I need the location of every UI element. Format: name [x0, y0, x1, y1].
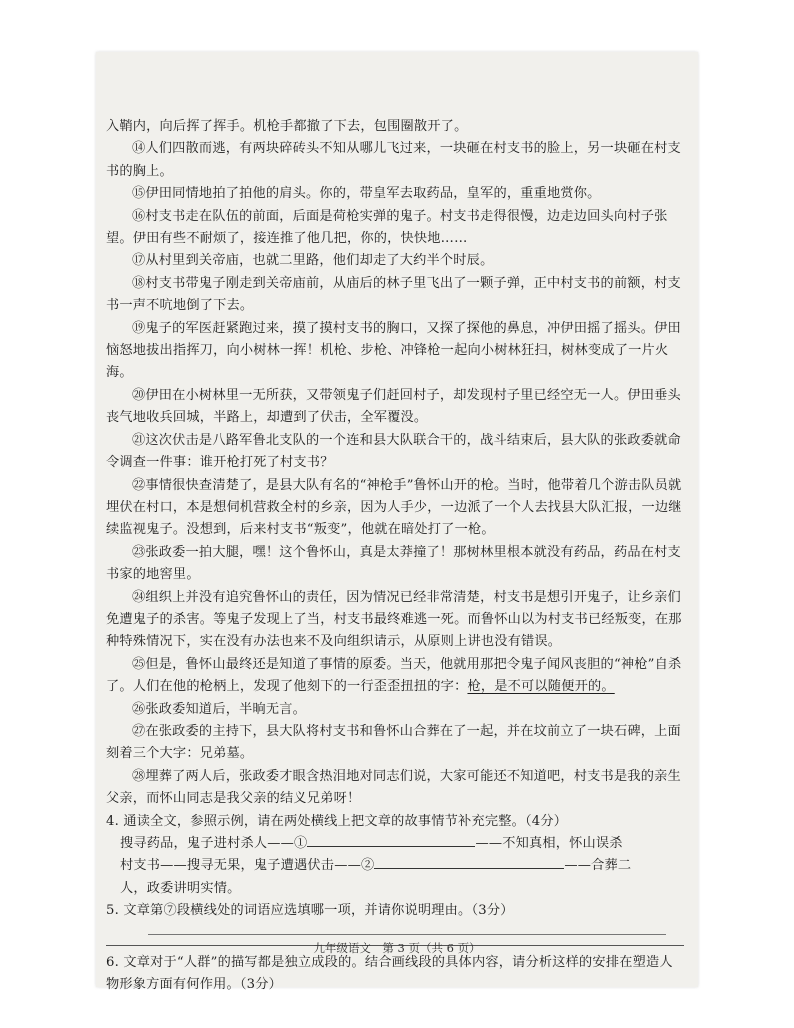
q4-line1-suffix: ——不知真相，怀山误杀 [475, 836, 623, 851]
paragraph-25-text: ㉕但是，鲁怀山最终还是知道了事情的原委。当天，他就用那把令鬼子闻风丧胆的“神枪”自杀了。人们在他的枪柄上，发现了他刻下的一行歪歪扭扭的字： [106, 656, 682, 695]
underlined-inscription: 枪，是不可以随便开的。 [467, 679, 615, 695]
paragraph-26: ㉖张政委知道后，半晌无言。 [132, 701, 307, 717]
paragraph-22: ㉒事情很快查清楚了，是县大队有名的“神枪手”鲁怀山开的枪。当时，他带着几个游击队员就埋伏在村口，本是想伺机营救全村的乡亲，因为人手少，一边派了一个人去找县大队汇报，一边继续监视鬼子。没想到，后来村支书“叛变”，他就在暗处打了一枪。 [106, 477, 682, 538]
q4-line2-prefix: 村支书——搜寻无果，鬼子遭遇伏击——② [120, 858, 375, 874]
paragraph-19: ⑲鬼子的军医赶紧跑过来，摸了摸村支书的胸口，又探了探他的鼻息，冲伊田摇了摇头。伊田恼怒地拔出指挥刀，向小树林一挥！机枪、步枪、冲锋枪一起向小树林狂扫，树林变成了一片火海。 [106, 320, 681, 381]
paragraph-24: ㉔组织上并没有追究鲁怀山的责任，因为情况已经非常清楚，村支书是想引开鬼子，让乡亲们免遭鬼子的杀害。等鬼子发现上了当，村支书最终难逃一死。而鲁怀山以为村支书已经叛变，在那种特殊情况下，实在没有办法也来不及向组织请示，从原则上讲也没有错误。 [106, 589, 682, 650]
question-5 [106, 900, 684, 945]
footer-divider [148, 934, 666, 935]
q4-line1-prefix: 搜寻药品，鬼子进村杀人——① [120, 836, 308, 851]
exam-page [96, 52, 698, 993]
paragraph-18: ⑱村支书带鬼子刚走到关帝庙前，从庙后的林子里飞出了一颗子弹，正中村支书的前额，村支书一声不吭地倒了下去。 [106, 275, 681, 314]
page-footer: 九年级语文 第 3 页（共 6 页） [313, 941, 481, 955]
paragraph-23: ㉓张政委一拍大腿，嘿！这个鲁怀山，真是太莽撞了！那树林里根本就没有药品，药品在村支书家的地窖里。 [106, 544, 681, 583]
answer-blank-2[interactable] [374, 856, 564, 869]
paragraph-13-end: 入鞘内，向后挥了挥手。机枪手都撤了下去，包围圈散开了。 [106, 119, 468, 134]
question-5-stem: 5. 文章第⑦段横线处的词语应选填哪一项，并请你说明理由。（3分） [106, 903, 514, 919]
paragraph-14: ⑭人们四散而逃，有两块碎砖头不知从哪儿飞过来，一块砸在村支书的脸上，另一块砸在村支书的胸上。 [106, 141, 681, 179]
paragraph-27: ㉗在张政委的主持下，县大队将村支书和鲁怀山合葬在了一起，并在坟前立了一块石碑，上面刻着三个大字：兄弟墓。 [106, 723, 681, 762]
question-4-line-3: 人，政委讲明实情。 [120, 880, 241, 896]
paragraph-16: ⑯村支书走在队伍的前面，后面是荷枪实弹的鬼子。村支书走得很慢，边走边回头向村子张望。伊田有些不耐烦了，接连推了他几把，你的，快快地…… [106, 208, 668, 247]
question-4-stem: 4. 通读全文，参照示例，请在两处横线上把文章的故事情节补充完整。（4分） [106, 813, 568, 829]
q4-line2-suffix: ——合葬二 [564, 858, 632, 874]
paragraph-25 [106, 654, 684, 699]
question-6 [106, 952, 684, 997]
answer-blank-1[interactable] [307, 834, 475, 847]
paragraph-17: ⑰从村里到关帝庙，也就二里路，他们却走了大约半个时辰。 [132, 253, 494, 269]
paragraph-20: ⑳伊田在小树林里一无所获，又带领鬼子们赶回村子，却发现村子里已经空无一人。伊田垂头丧气地收兵回城，半路上，却遭到了伏击，全军覆没。 [106, 387, 681, 426]
paragraph-28: ㉘埋葬了两人后，张政委才眼含热泪地对同志们说，大家可能还不知道吧，村支书是我的亲生父亲，而怀山同志是我父亲的结义兄弟呀！ [106, 768, 681, 807]
question-4-line-1 [106, 833, 684, 855]
paragraph-15: ⑮伊田同情地拍了拍他的肩头。你的，带皇军去取药品，皇军的，重重地赏你。 [132, 186, 601, 202]
article-body [106, 116, 684, 996]
question-6-stem: 6. 文章对于“人群”的描写都是独立成段的。结合画线段的具体内容，请分析这样的安排在塑造人物形象方面有何作用。（3分） [106, 954, 673, 993]
paragraph-21: ㉑这次伏击是八路军鲁北支队的一个连和县大队联合干的，战斗结束后，县大队的张政委就命令调查一件事：谁开枪打死了村支书？ [106, 432, 681, 471]
question-4 [106, 811, 684, 901]
question-4-line-2 [106, 855, 684, 877]
